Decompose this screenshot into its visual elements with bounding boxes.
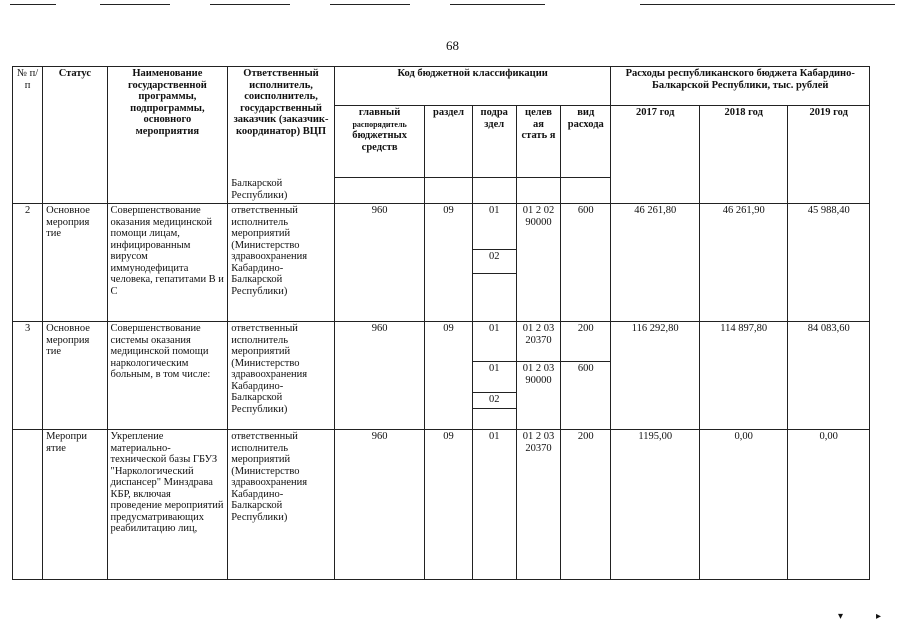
- row-podrazdel-3: 02: [473, 392, 516, 409]
- header-2019: 2019 год: [788, 106, 870, 204]
- header-empty-5: [561, 177, 611, 204]
- row-2018: 0,00: [699, 430, 788, 580]
- row-razdel: 09: [425, 322, 472, 430]
- row-num: 2: [13, 204, 43, 322]
- top-rule-1: [10, 4, 56, 5]
- scan-mark-1: ▾: [838, 611, 844, 622]
- row-podrazdel: [472, 322, 516, 430]
- header-empty-1: [334, 177, 425, 204]
- header-podrazdel: подра здел: [472, 106, 516, 178]
- table-row: [13, 204, 870, 322]
- row-2017: 116 292,80: [611, 322, 700, 430]
- header-empty-4: [516, 177, 560, 204]
- header-row-1: [13, 67, 870, 106]
- top-rule-2: [100, 4, 170, 5]
- row-podrazdel-1: 01: [488, 205, 500, 216]
- header-2017: 2017 год: [611, 106, 700, 204]
- header-glavny-sub: распорядитель: [352, 119, 407, 129]
- row-num: 3: [13, 322, 43, 430]
- row-2017: 46 261,80: [611, 204, 700, 322]
- header-name: Наименование государственной программы, подпрограммы, основного мероприятия: [107, 67, 228, 204]
- row-2018: 114 897,80: [699, 322, 788, 430]
- row-executor: ответственный исполнитель мероприятий (Министерство здравоохранения Кабардино-Балкарской Республики): [228, 430, 335, 580]
- row-razdel: 09: [425, 204, 472, 322]
- page-number: 68: [446, 38, 459, 53]
- row-name: Укрепление материально-технической базы ГБУЗ "Наркологический диспансер" Минздрава КБР, включая проведение мероприятий предусматривающих реабилитацию лиц,: [107, 430, 228, 580]
- header-tselevaya: целев ая стать я: [516, 106, 560, 178]
- row-name: Совершенствование оказания медицинской помощи лицам, инфицированным вирусом иммунодефицита человека, гепатитами В и С: [107, 204, 228, 322]
- row-podrazdel: [472, 204, 516, 322]
- header-glavny: [334, 106, 425, 178]
- header-status: Статус: [43, 67, 107, 204]
- top-rule-4: [330, 4, 410, 5]
- row-podrazdel: 01: [472, 430, 516, 580]
- row-vid-1: 200: [577, 323, 594, 334]
- header-executor-tail: Балкарской Республики): [228, 177, 335, 204]
- row-tselevaya-2: 01 2 03 90000: [517, 361, 560, 386]
- header-empty-3: [472, 177, 516, 204]
- row-executor: ответственный исполнитель мероприятий (Министерство здравоохранения Кабардино-Балкарской Республики): [228, 322, 335, 430]
- row-status: Меропри ятие: [43, 430, 107, 580]
- scan-mark-2: ▸: [876, 611, 882, 622]
- row-vid: [561, 322, 611, 430]
- row-status: Основное мероприя тие: [43, 322, 107, 430]
- header-razdel: раздел: [425, 106, 472, 178]
- row-vid: 600: [561, 204, 611, 322]
- header-empty-2: [425, 177, 472, 204]
- header-budget-code: Код бюджетной классификации: [334, 67, 611, 106]
- row-status: Основное мероприя тие: [43, 204, 107, 322]
- row-2019: 84 083,60: [788, 322, 870, 430]
- row-tselevaya: 01 2 03 20370: [516, 430, 560, 580]
- row-podrazdel-2: 01: [473, 361, 516, 392]
- header-glavny-label: главный: [358, 107, 401, 118]
- row-2018: 46 261,90: [699, 204, 788, 322]
- header-num: № п/п: [13, 67, 43, 204]
- row-glavny: 960: [334, 322, 425, 430]
- row-podrazdel-1: 01: [488, 323, 500, 334]
- row-2019: 0,00: [788, 430, 870, 580]
- header-2018: 2018 год: [699, 106, 788, 204]
- row-glavny: 960: [334, 204, 425, 322]
- header-glavny-tail: бюджетных средств: [352, 130, 407, 153]
- row-vid-2: 600: [561, 361, 610, 375]
- table-row: [13, 430, 870, 580]
- top-rule-5: [450, 4, 545, 5]
- row-2017: 1195,00: [611, 430, 700, 580]
- top-rule-6: [640, 4, 895, 5]
- header-executor: Ответственный исполнитель, соисполнитель, государственный заказчик (заказчик-координатор) ВЦП: [228, 67, 335, 178]
- row-tselevaya: [516, 322, 560, 430]
- row-2019: 45 988,40: [788, 204, 870, 322]
- row-razdel: 09: [425, 430, 472, 580]
- top-rule-3: [210, 4, 290, 5]
- table-row: [13, 322, 870, 430]
- row-glavny: 960: [334, 430, 425, 580]
- row-executor: ответственный исполнитель мероприятий (Министерство здравоохранения Кабардино-Балкарской Республики): [228, 204, 335, 322]
- row-tselevaya: 01 2 02 90000: [516, 204, 560, 322]
- row-tselevaya-1: 01 2 03 20370: [522, 323, 555, 346]
- row-podrazdel-2: 02: [473, 249, 516, 274]
- header-expenses: Расходы республиканского бюджета Кабардино-Балкарской Республики, тыс. рублей: [611, 67, 870, 106]
- row-num: [13, 430, 43, 580]
- row-vid: 200: [561, 430, 611, 580]
- header-vid: вид расхода: [561, 106, 611, 178]
- row-name: Совершенствование системы оказания медицинской помощи наркологическим больным, в том числе:: [107, 322, 228, 430]
- budget-table: [12, 66, 870, 580]
